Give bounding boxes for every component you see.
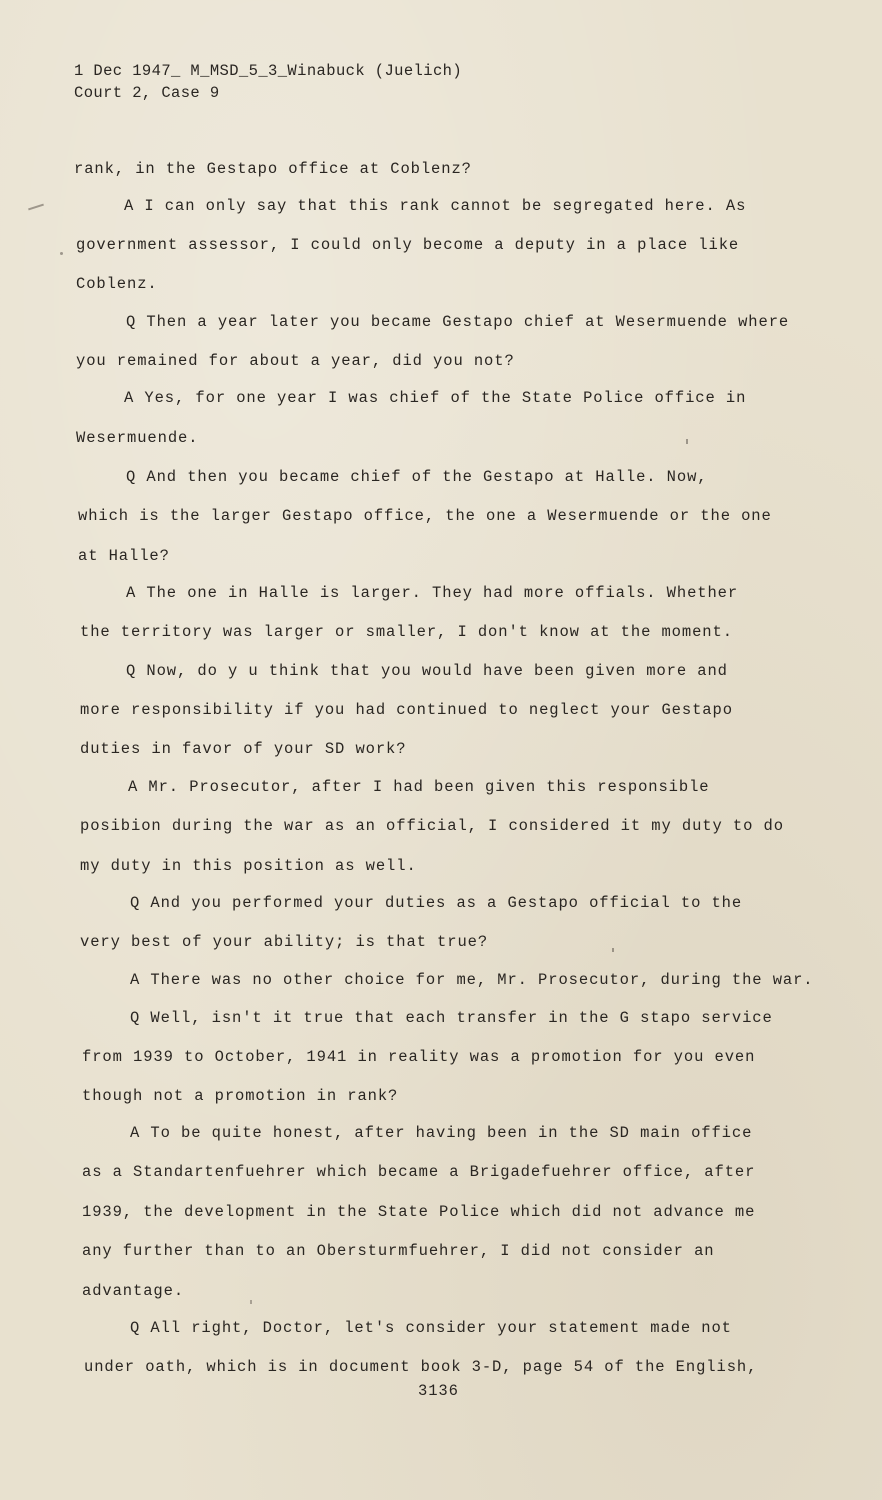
body-line: though not a promotion in rank? [82,1087,399,1105]
body-line: advantage. [82,1282,185,1300]
body-line: posibion during the war as an official, I considered it my duty to do [80,817,784,835]
body-line: Q All right, Doctor, let's consider your statement made not [130,1319,732,1337]
body-line: Q Now, do y u think that you would have been given more and [126,662,728,680]
margin-pen-mark [28,204,44,211]
body-line: under oath, which is in document book 3-D, page 54 of the English, [84,1358,758,1376]
body-line: more responsibility if you had continued to neglect your Gestapo [80,701,733,719]
page-number: 3136 [418,1382,459,1400]
body-line: A Mr. Prosecutor, after I had been given this responsible [128,778,710,796]
body-line: A Yes, for one year I was chief of the State Police office in [124,389,747,407]
stray-mark [250,1300,252,1304]
stray-mark [686,439,688,444]
body-line: from 1939 to October, 1941 in reality was a promotion for you even [82,1048,756,1066]
body-line: which is the larger Gestapo office, the one a Wesermuende or the one [78,507,772,525]
body-line: government assessor, I could only become a deputy in a place like [76,236,740,254]
margin-dot-mark [60,252,63,255]
body-line: very best of your ability; is that true? [80,933,489,951]
body-line: rank, in the Gestapo office at Coblenz? [74,160,472,178]
body-line: Q Then a year later you became Gestapo chief at Wesermuende where [126,313,790,331]
body-line: Wesermuende. [76,429,199,447]
header-court-case: Court 2, Case 9 [74,84,220,102]
body-line: as a Standartenfuehrer which became a Brigadefuehrer office, after [82,1163,756,1181]
stray-mark [612,948,614,952]
body-line: Coblenz. [76,275,158,293]
body-line: A There was no other choice for me, Mr. Prosecutor, during the war. [130,971,814,989]
header-reference: 1 Dec 1947_ M_MSD_5_3_Winabuck (Juelich) [74,62,463,80]
body-line: Q And then you became chief of the Gestapo at Halle. Now, [126,468,708,486]
body-line: Q Well, isn't it true that each transfer in the G stapo service [130,1009,773,1027]
body-line: Q And you performed your duties as a Gestapo official to the [130,894,743,912]
body-line: at Halle? [78,547,170,565]
body-line: A To be quite honest, after having been in the SD main office [130,1124,753,1142]
document-header [74,60,462,104]
body-line: the territory was larger or smaller, I don't know at the moment. [80,623,733,641]
body-line: you remained for about a year, did you not? [76,352,515,370]
body-line: A I can only say that this rank cannot be segregated here. As [124,197,747,215]
body-line: duties in favor of your SD work? [80,740,407,758]
body-line: 1939, the development in the State Police which did not advance me [82,1203,756,1221]
body-line: my duty in this position as well. [80,857,417,875]
body-line: any further than to an Obersturmfuehrer, I did not consider an [82,1242,715,1260]
body-line: A The one in Halle is larger. They had more offials. Whether [126,584,739,602]
